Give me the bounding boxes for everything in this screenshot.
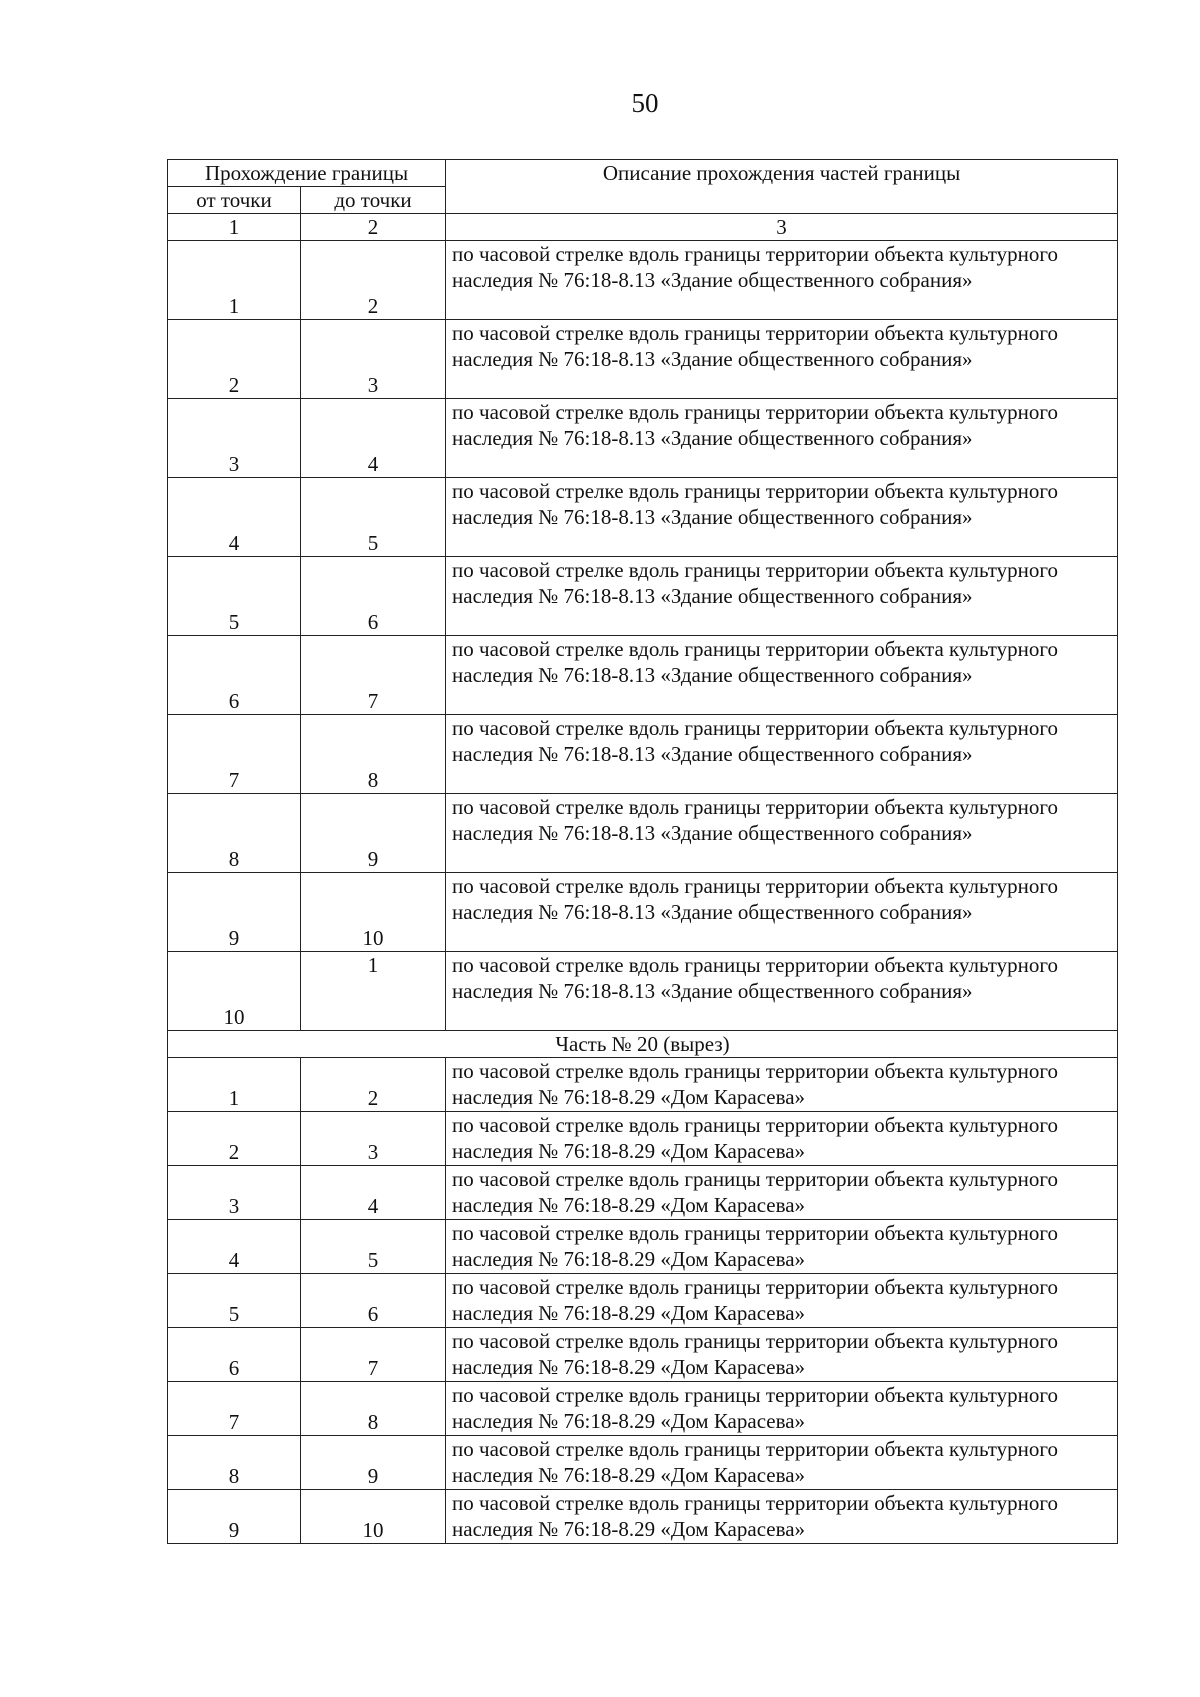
header-to-point: до точки bbox=[301, 187, 446, 214]
to-point-cell: 7 bbox=[301, 636, 446, 715]
table-row bbox=[168, 320, 1118, 399]
description-cell: по часовой стрелке вдоль границы территории объекта культурного наследия № 76:18-8.13 «Здание общественного собрания» bbox=[446, 636, 1118, 715]
description-cell: по часовой стрелке вдоль границы территории объекта культурного наследия № 76:18-8.29 «Дом Карасева» bbox=[446, 1328, 1118, 1382]
column-number: 1 bbox=[168, 214, 301, 241]
from-point-cell: 3 bbox=[168, 1166, 301, 1220]
from-point-cell: 4 bbox=[168, 478, 301, 557]
from-point-cell: 2 bbox=[168, 1112, 301, 1166]
description-cell: по часовой стрелке вдоль границы территории объекта культурного наследия № 76:18-8.29 «Дом Карасева» bbox=[446, 1166, 1118, 1220]
description-cell: по часовой стрелке вдоль границы территории объекта культурного наследия № 76:18-8.29 «Дом Карасева» bbox=[446, 1490, 1118, 1544]
description-cell: по часовой стрелке вдоль границы территории объекта культурного наследия № 76:18-8.13 «Здание общественного собрания» bbox=[446, 478, 1118, 557]
from-point-cell: 1 bbox=[168, 1058, 301, 1112]
to-point-cell: 5 bbox=[301, 1220, 446, 1274]
to-point-cell: 3 bbox=[301, 1112, 446, 1166]
description-cell: по часовой стрелке вдоль границы территории объекта культурного наследия № 76:18-8.13 «Здание общественного собрания» bbox=[446, 794, 1118, 873]
table-row bbox=[168, 952, 1118, 1031]
table-row bbox=[168, 241, 1118, 320]
from-point-cell: 1 bbox=[168, 241, 301, 320]
table-row bbox=[168, 399, 1118, 478]
table-row bbox=[168, 794, 1118, 873]
from-point-cell: 2 bbox=[168, 320, 301, 399]
from-point-cell: 5 bbox=[168, 1274, 301, 1328]
table-row bbox=[168, 1112, 1118, 1166]
table-row bbox=[168, 478, 1118, 557]
description-cell: по часовой стрелке вдоль границы территории объекта культурного наследия № 76:18-8.13 «Здание общественного собрания» bbox=[446, 320, 1118, 399]
description-cell: по часовой стрелке вдоль границы территории объекта культурного наследия № 76:18-8.29 «Дом Карасева» bbox=[446, 1382, 1118, 1436]
part-title: Часть № 20 (вырез) bbox=[168, 1031, 1118, 1058]
description-cell: по часовой стрелке вдоль границы территории объекта культурного наследия № 76:18-8.29 «Дом Карасева» bbox=[446, 1112, 1118, 1166]
header-passage: Прохождение границы bbox=[168, 160, 446, 187]
description-cell: по часовой стрелке вдоль границы территории объекта культурного наследия № 76:18-8.13 «Здание общественного собрания» bbox=[446, 241, 1118, 320]
from-point-cell: 10 bbox=[168, 952, 301, 1031]
table-row bbox=[168, 1382, 1118, 1436]
section-2-rows bbox=[168, 1058, 1118, 1544]
description-cell: по часовой стрелке вдоль границы территории объекта культурного наследия № 76:18-8.13 «Здание общественного собрания» bbox=[446, 399, 1118, 478]
boundary-table bbox=[167, 159, 1118, 1544]
from-point-cell: 8 bbox=[168, 1436, 301, 1490]
table-row bbox=[168, 1490, 1118, 1544]
table-row bbox=[168, 715, 1118, 794]
to-point-cell: 9 bbox=[301, 1436, 446, 1490]
description-cell: по часовой стрелке вдоль границы территории объекта культурного наследия № 76:18-8.13 «Здание общественного собрания» bbox=[446, 873, 1118, 952]
column-number: 3 bbox=[446, 214, 1118, 241]
to-point-cell: 2 bbox=[301, 241, 446, 320]
description-cell: по часовой стрелке вдоль границы территории объекта культурного наследия № 76:18-8.29 «Дом Карасева» bbox=[446, 1220, 1118, 1274]
to-point-cell: 6 bbox=[301, 1274, 446, 1328]
page-number: 50 bbox=[631, 88, 659, 118]
column-number: 2 bbox=[301, 214, 446, 241]
to-point-cell: 10 bbox=[301, 873, 446, 952]
from-point-cell: 5 bbox=[168, 557, 301, 636]
to-point-cell: 7 bbox=[301, 1328, 446, 1382]
to-point-cell: 4 bbox=[301, 399, 446, 478]
from-point-cell: 3 bbox=[168, 399, 301, 478]
from-point-cell: 8 bbox=[168, 794, 301, 873]
description-cell: по часовой стрелке вдоль границы территории объекта культурного наследия № 76:18-8.29 «Дом Карасева» bbox=[446, 1274, 1118, 1328]
from-point-cell: 6 bbox=[168, 636, 301, 715]
table-row bbox=[168, 1220, 1118, 1274]
to-point-cell: 5 bbox=[301, 478, 446, 557]
table-row bbox=[168, 557, 1118, 636]
to-point-cell: 3 bbox=[301, 320, 446, 399]
from-point-cell: 6 bbox=[168, 1328, 301, 1382]
header-description: Описание прохождения частей границы bbox=[446, 160, 1118, 214]
section-1-rows bbox=[168, 241, 1118, 1031]
to-point-cell: 9 bbox=[301, 794, 446, 873]
from-point-cell: 7 bbox=[168, 715, 301, 794]
to-point-cell: 8 bbox=[301, 715, 446, 794]
table-row bbox=[168, 636, 1118, 715]
from-point-cell: 7 bbox=[168, 1382, 301, 1436]
table-row bbox=[168, 1274, 1118, 1328]
description-cell: по часовой стрелке вдоль границы территории объекта культурного наследия № 76:18-8.13 «Здание общественного собрания» bbox=[446, 557, 1118, 636]
from-point-cell: 9 bbox=[168, 1490, 301, 1544]
header-from-point: от точки bbox=[168, 187, 301, 214]
table-row bbox=[168, 1436, 1118, 1490]
description-cell: по часовой стрелке вдоль границы территории объекта культурного наследия № 76:18-8.29 «Дом Карасева» bbox=[446, 1058, 1118, 1112]
to-point-cell: 6 bbox=[301, 557, 446, 636]
to-point-cell: 4 bbox=[301, 1166, 446, 1220]
to-point-cell: 2 bbox=[301, 1058, 446, 1112]
to-point-cell: 1 bbox=[301, 952, 446, 1031]
table-row bbox=[168, 1328, 1118, 1382]
description-cell: по часовой стрелке вдоль границы территории объекта культурного наследия № 76:18-8.13 «Здание общественного собрания» bbox=[446, 952, 1118, 1031]
description-cell: по часовой стрелке вдоль границы территории объекта культурного наследия № 76:18-8.29 «Дом Карасева» bbox=[446, 1436, 1118, 1490]
table-row bbox=[168, 1166, 1118, 1220]
from-point-cell: 9 bbox=[168, 873, 301, 952]
to-point-cell: 10 bbox=[301, 1490, 446, 1544]
table-row bbox=[168, 873, 1118, 952]
to-point-cell: 8 bbox=[301, 1382, 446, 1436]
table-row bbox=[168, 1058, 1118, 1112]
from-point-cell: 4 bbox=[168, 1220, 301, 1274]
description-cell: по часовой стрелке вдоль границы территории объекта культурного наследия № 76:18-8.13 «Здание общественного собрания» bbox=[446, 715, 1118, 794]
